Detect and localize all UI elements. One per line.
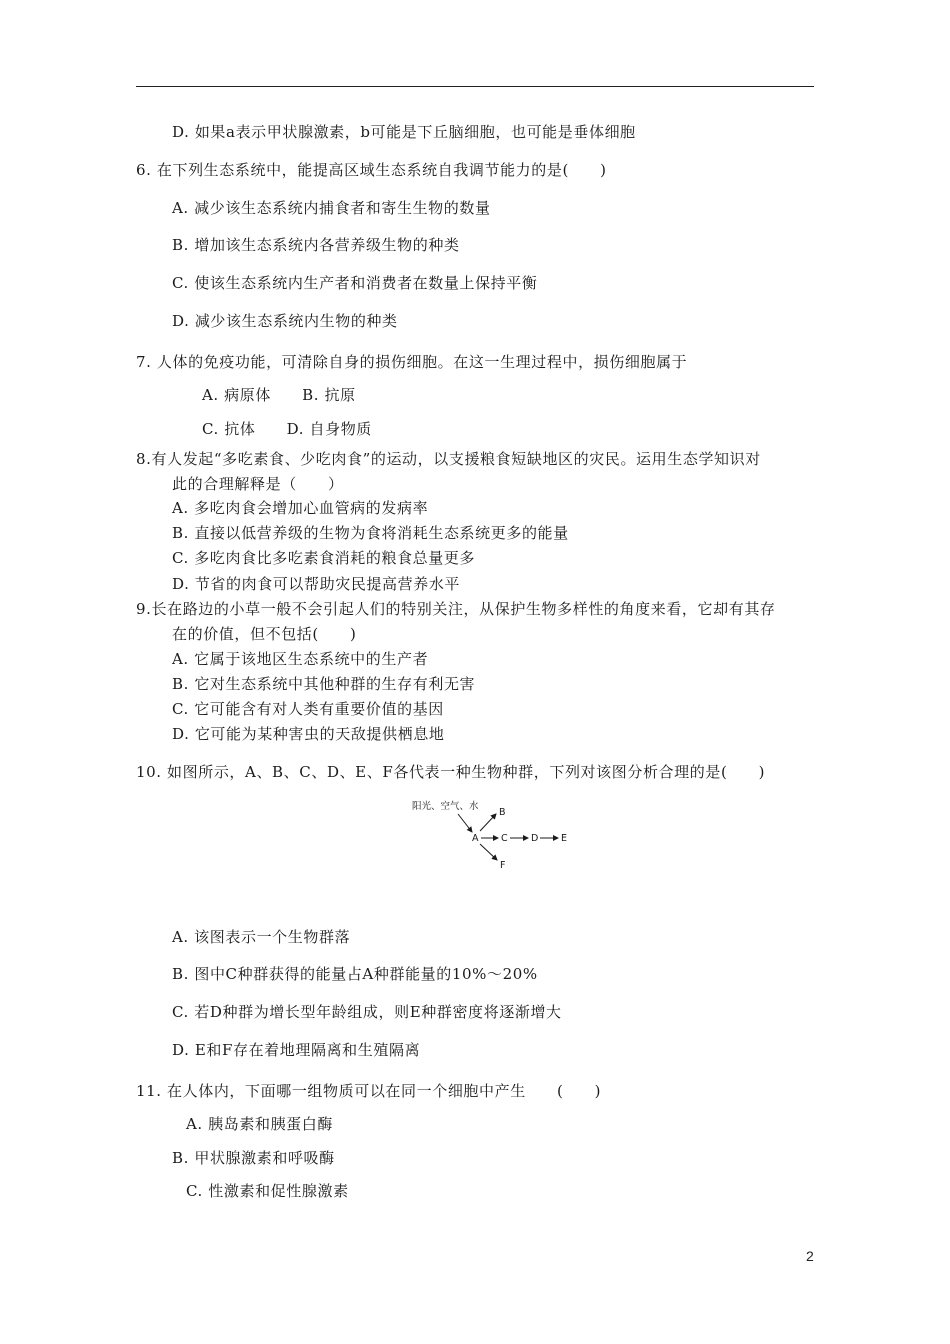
node-e: E	[561, 833, 568, 844]
q11-option-b: B. 甲状腺激素和呼吸酶	[172, 1149, 335, 1167]
node-b: B	[499, 807, 506, 818]
q9-option-a: A. 它属于该地区生态系统中的生产者	[172, 650, 429, 668]
arrow-a-to-f	[480, 844, 497, 860]
page-number: 2	[806, 1248, 814, 1264]
question-9-line1: 9.长在路边的小草一般不会引起人们的特别关注，从保护生物多样性的角度来看，它却有其存	[136, 600, 776, 618]
q8-option-a: A. 多吃肉食会增加心血管病的发病率	[172, 499, 429, 517]
q5-option-d: D. 如果a表示甲状腺激素，b可能是下丘脑细胞，也可能是垂体细胞	[172, 123, 636, 141]
food-web-diagram	[408, 800, 578, 872]
q9-option-c: C. 它可能含有对人类有重要价值的基因	[172, 700, 444, 718]
question-7: 7. 人体的免疫功能，可清除自身的损伤细胞。在这一生理过程中，损伤细胞属于	[136, 353, 688, 371]
question-11: 11. 在人体内，下面哪一组物质可以在同一个细胞中产生 ( )	[136, 1082, 602, 1100]
question-6: 6. 在下列生态系统中，能提高区域生态系统自我调节能力的是( )	[136, 161, 607, 179]
header-rule	[136, 86, 814, 87]
q9-option-d: D. 它可能为某种害虫的天敌提供栖息地	[172, 725, 445, 743]
arrow-source-to-a	[458, 814, 472, 832]
q8-option-d: D. 节省的肉食可以帮助灾民提高营养水平	[172, 575, 461, 593]
node-c: C	[501, 833, 508, 844]
q6-option-d: D. 减少该生态系统内生物的种类	[172, 312, 398, 330]
q10-option-d: D. E和F存在着地理隔离和生殖隔离	[172, 1041, 421, 1059]
q10-option-a: A. 该图表示一个生物群落	[172, 928, 351, 946]
q11-option-a: A. 胰岛素和胰蛋白酶	[186, 1115, 333, 1133]
node-f: F	[500, 860, 506, 871]
question-8-line1: 8.有人发起“多吃素食、少吃肉食”的运动，以支援粮食短缺地区的灾民。运用生态学知识对	[136, 450, 761, 468]
node-d: D	[531, 833, 539, 844]
q9-option-b: B. 它对生态系统中其他种群的生存有利无害	[172, 675, 476, 693]
q6-option-b: B. 增加该生态系统内各营养级生物的种类	[172, 236, 460, 254]
node-a: A	[472, 833, 479, 844]
q11-option-c: C. 性激素和促性腺激素	[186, 1182, 349, 1200]
q6-option-a: A. 减少该生态系统内捕食者和寄生生物的数量	[172, 199, 491, 217]
question-8-line2: 此的合理解释是（ ）	[172, 475, 344, 493]
q10-option-c: C. 若D种群为增长型年龄组成，则E种群密度将逐渐增大	[172, 1003, 562, 1021]
q10-option-b: B. 图中C种群获得的能量占A种群能量的10%～20%	[172, 965, 538, 983]
q7-options-ab: A. 病原体 B. 抗原	[202, 386, 356, 404]
q8-option-b: B. 直接以低营养级的生物为食将消耗生态系统更多的能量	[172, 524, 569, 542]
question-10: 10. 如图所示，A、B、C、D、E、F各代表一种生物种群，下列对该图分析合理的是( )	[136, 763, 766, 781]
q8-option-c: C. 多吃肉食比多吃素食消耗的粮食总量更多	[172, 549, 476, 567]
diagram-source-label: 阳光、空气、水	[412, 801, 479, 812]
q7-options-cd: C. 抗体 D. 自身物质	[202, 420, 372, 438]
arrow-a-to-b	[480, 814, 496, 831]
question-9-line2: 在的价值，但不包括( )	[172, 625, 357, 643]
q6-option-c: C. 使该生态系统内生产者和消费者在数量上保持平衡	[172, 274, 538, 292]
